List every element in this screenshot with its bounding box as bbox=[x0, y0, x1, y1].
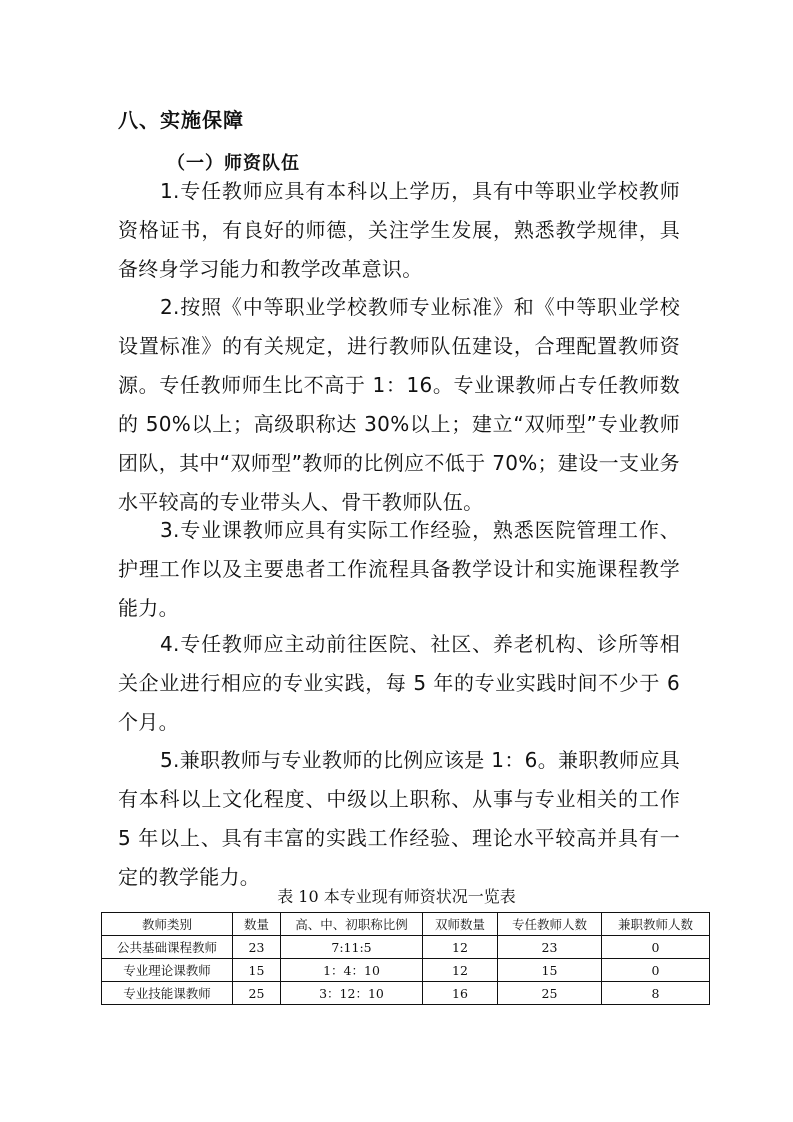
paragraph-5: 5.兼职教师与专业教师的比例应该是 1：6。兼职教师应具有本科以上文化程度、中级以上职称、从事与专业相关的工作 5 年以上、具有丰富的实践工作经验、理论水平较高并具有一定的教学能力。 bbox=[118, 748, 680, 889]
paragraph-4: 4.专任教师应主动前往医院、社区、养老机构、诊所等相关企业进行相应的专业实践，每 5 年的专业实践时间不少于 6 个月。 bbox=[118, 632, 680, 734]
header-part-time: 兼职教师人数 bbox=[602, 913, 710, 936]
table-cell: 专业理论课教师 bbox=[102, 959, 233, 982]
table-cell: 16 bbox=[423, 982, 498, 1005]
faculty-table bbox=[101, 912, 710, 1005]
section-title: 八、实施保障 bbox=[118, 108, 244, 132]
table-cell: 公共基础课程教师 bbox=[102, 936, 233, 959]
paragraph-2: 2.按照《中等职业学校教师专业标准》和《中等职业学校设置标准》的有关规定，进行教师队伍建设，合理配置教师资源。专任教师师生比不高于 1：16。专业课教师占专任教师数的 50%以上；高级职称达 30%以上；建立“双师型”专业教师团队，其中“双师型”教师的比例应不低于 70%；建设一支业务水平较高的专业带头人、骨干教师队伍。 bbox=[118, 295, 680, 514]
header-full-time: 专任教师人数 bbox=[498, 913, 602, 936]
table-cell: 23 bbox=[498, 936, 602, 959]
table-cell: 23 bbox=[233, 936, 281, 959]
table-cell: 1：4：10 bbox=[281, 959, 423, 982]
table-row bbox=[102, 959, 710, 982]
table-cell: 25 bbox=[233, 982, 281, 1005]
table-cell: 15 bbox=[498, 959, 602, 982]
paragraph-3: 3.专业课教师应具有实际工作经验，熟悉医院管理工作、护理工作以及主要患者工作流程具备教学设计和实施课程教学能力。 bbox=[118, 518, 680, 620]
table-header-row bbox=[102, 913, 710, 936]
header-count: 数量 bbox=[233, 913, 281, 936]
table-cell: 25 bbox=[498, 982, 602, 1005]
table-cell: 12 bbox=[423, 936, 498, 959]
table-row bbox=[102, 982, 710, 1005]
table-cell: 8 bbox=[602, 982, 710, 1005]
header-title-ratio: 高、中、初职称比例 bbox=[281, 913, 423, 936]
table-cell: 12 bbox=[423, 959, 498, 982]
table-caption: 表 10 本专业现有师资状况一览表 bbox=[277, 887, 516, 906]
paragraph-1: 1.专任教师应具有本科以上学历，具有中等职业学校教师资格证书，有良好的师德，关注学生发展，熟悉教学规律，具备终身学习能力和教学改革意识。 bbox=[118, 179, 680, 281]
table-cell: 15 bbox=[233, 959, 281, 982]
table-row bbox=[102, 936, 710, 959]
table-cell: 0 bbox=[602, 936, 710, 959]
header-category: 教师类别 bbox=[102, 913, 233, 936]
table-cell: 0 bbox=[602, 959, 710, 982]
table-cell: 7:11:5 bbox=[281, 936, 423, 959]
table-cell: 专业技能课教师 bbox=[102, 982, 233, 1005]
subsection-title: （一）师资队伍 bbox=[167, 153, 300, 174]
header-dual-qualified: 双师数量 bbox=[423, 913, 498, 936]
table-cell: 3：12：10 bbox=[281, 982, 423, 1005]
